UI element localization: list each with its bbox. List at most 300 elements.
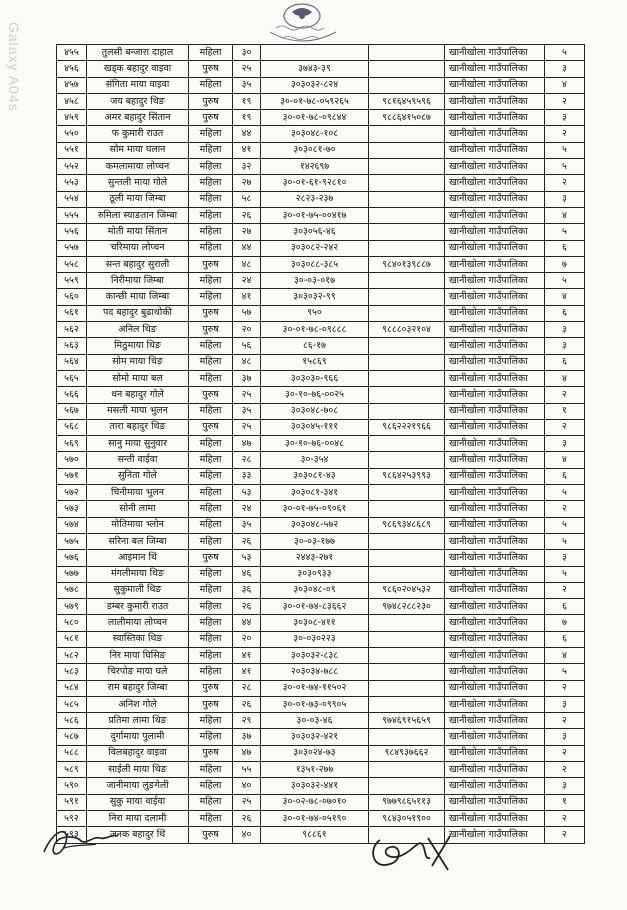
table-row: [57, 305, 585, 321]
citizenship-no-cell: ३०३०८२-२४२: [261, 240, 369, 256]
ward-cell: ३: [545, 338, 585, 354]
age-cell: ३५: [233, 517, 261, 533]
citizenship-no-cell: २०३०३४-७८८: [261, 664, 369, 680]
serial-cell: ४५९: [57, 110, 87, 126]
age-cell: १९: [233, 93, 261, 109]
ward-cell: ६: [545, 468, 585, 484]
table-row: [57, 191, 585, 207]
serial-cell: ४५५: [57, 45, 87, 61]
municipality-cell: खानीखोला गाउँपालिका: [445, 582, 545, 598]
phone-cell: [369, 729, 445, 745]
municipality-cell: खानीखोला गाउँपालिका: [445, 566, 545, 582]
municipality-cell: खानीखोला गाउँपालिका: [445, 599, 545, 615]
phone-cell: [369, 778, 445, 794]
phone-cell: [369, 664, 445, 680]
phone-cell: [369, 436, 445, 452]
serial-cell: ५५५: [57, 207, 87, 223]
name-cell: सन्त बहादुर सुराली: [87, 256, 189, 272]
serial-cell: ५८०: [57, 615, 87, 631]
citizenship-no-cell: ३०३०८१-७०: [261, 142, 369, 158]
table-row: [57, 517, 585, 533]
municipality-cell: खानीखोला गाउँपालिका: [445, 501, 545, 517]
phone-cell: [369, 485, 445, 501]
gender-cell: महिला: [189, 452, 233, 468]
municipality-cell: खानीखोला गाउँपालिका: [445, 403, 545, 419]
gender-cell: महिला: [189, 631, 233, 647]
age-cell: ३७: [233, 729, 261, 745]
municipality-cell: खानीखोला गाउँपालिका: [445, 713, 545, 729]
ward-cell: ५: [545, 566, 585, 582]
age-cell: ४१: [233, 647, 261, 663]
serial-cell: ५५३: [57, 175, 87, 191]
name-cell: मिठुमाया थिङ: [87, 338, 189, 354]
ward-cell: २: [545, 175, 585, 191]
table-row: [57, 338, 585, 354]
age-cell: ३२: [233, 159, 261, 175]
ward-cell: ४: [545, 77, 585, 93]
citizenship-no-cell: ३०३०३२-४४१: [261, 778, 369, 794]
municipality-cell: खानीखोला गाउँपालिका: [445, 45, 545, 61]
ward-cell: ७: [545, 615, 585, 631]
citizenship-no-cell: ३०-०१-७८-०९८८८: [261, 322, 369, 338]
ward-cell: २: [545, 713, 585, 729]
gender-cell: महिला: [189, 240, 233, 256]
citizenship-no-cell: ३०३०२४-७३: [261, 745, 369, 761]
gender-cell: महिला: [189, 289, 233, 305]
ward-cell: २: [545, 680, 585, 696]
gender-cell: महिला: [189, 615, 233, 631]
gender-cell: महिला: [189, 370, 233, 386]
phone-cell: ९८६२२२१९६६: [369, 419, 445, 435]
age-cell: २८: [233, 680, 261, 696]
table-body: [57, 45, 585, 844]
age-cell: ३३: [233, 468, 261, 484]
serial-cell: ५८६: [57, 713, 87, 729]
serial-cell: ५७२: [57, 485, 87, 501]
citizenship-no-cell: ३०-१०-७६-००४८: [261, 436, 369, 452]
table-row: [57, 794, 585, 810]
phone-cell: [369, 501, 445, 517]
ward-cell: ३: [545, 322, 585, 338]
gender-cell: पुरुष: [189, 745, 233, 761]
citizenship-no-cell: ३०-०३०२२३: [261, 631, 369, 647]
citizenship-no-cell: ३०-०१-७४-०५१९०: [261, 810, 369, 826]
gender-cell: महिला: [189, 533, 233, 549]
table-row: [57, 240, 585, 256]
gender-cell: महिला: [189, 778, 233, 794]
age-cell: ५३: [233, 550, 261, 566]
municipality-cell: खानीखोला गाउँपालिका: [445, 61, 545, 77]
serial-cell: ४५७: [57, 77, 87, 93]
gender-cell: महिला: [189, 273, 233, 289]
age-cell: ४७: [233, 436, 261, 452]
age-cell: २५: [233, 387, 261, 403]
age-cell: २०: [233, 322, 261, 338]
phone-cell: [369, 159, 445, 175]
table-row: [57, 599, 585, 615]
citizenship-no-cell: ३०-०३-०१७: [261, 273, 369, 289]
age-cell: २६: [233, 599, 261, 615]
serial-cell: ५७४: [57, 517, 87, 533]
age-cell: २७: [233, 224, 261, 240]
age-cell: ३५: [233, 403, 261, 419]
table-row: [57, 289, 585, 305]
ward-cell: २: [545, 501, 585, 517]
name-cell: सुकुमाली थिङ: [87, 582, 189, 598]
gender-cell: महिला: [189, 517, 233, 533]
table-row: [57, 370, 585, 386]
municipality-cell: खानीखोला गाउँपालिका: [445, 159, 545, 175]
ward-cell: ३: [545, 61, 585, 77]
municipality-cell: खानीखोला गाउँपालिका: [445, 810, 545, 826]
name-cell: अनिश गोले: [87, 696, 189, 712]
citizenship-no-cell: ३०३०३२-४२१: [261, 729, 369, 745]
municipality-cell: खानीखोला गाउँपालिका: [445, 338, 545, 354]
age-cell: २५: [233, 419, 261, 435]
citizenship-no-cell: १४२६९७: [261, 159, 369, 175]
age-cell: ४७: [233, 745, 261, 761]
phone-cell: [369, 207, 445, 223]
phone-cell: [369, 452, 445, 468]
municipality-cell: खानीखोला गाउँपालिका: [445, 126, 545, 142]
gender-cell: महिला: [189, 45, 233, 61]
table-row: [57, 533, 585, 549]
name-cell: चिरपोङ माया घले: [87, 664, 189, 680]
municipality-cell: खानीखोला गाउँपालिका: [445, 533, 545, 549]
municipality-cell: खानीखोला गाउँपालिका: [445, 273, 545, 289]
age-cell: ३५: [233, 77, 261, 93]
age-cell: ४८: [233, 354, 261, 370]
gender-cell: महिला: [189, 207, 233, 223]
ward-cell: ४: [545, 207, 585, 223]
citizenship-no-cell: ३०३०४८-०९: [261, 582, 369, 598]
table-row: [57, 485, 585, 501]
phone-cell: [369, 550, 445, 566]
ward-cell: ३: [545, 110, 585, 126]
age-cell: २५: [233, 61, 261, 77]
table-row: [57, 827, 585, 843]
phone-cell: [369, 273, 445, 289]
age-cell: ५७: [233, 305, 261, 321]
citizenship-no-cell: ३०३०८१-४३: [261, 468, 369, 484]
phone-cell: [369, 354, 445, 370]
ward-cell: २: [545, 126, 585, 142]
serial-cell: ५८१: [57, 631, 87, 647]
gender-cell: पुरुष: [189, 61, 233, 77]
table-row: [57, 762, 585, 778]
table-row: [57, 582, 585, 598]
serial-cell: ५५४: [57, 191, 87, 207]
municipality-cell: खानीखोला गाउँपालिका: [445, 794, 545, 810]
name-cell: फ कुमारी राउत: [87, 126, 189, 142]
signature-right: [366, 820, 466, 880]
citizenship-no-cell: ३०३०३२-८३८: [261, 647, 369, 663]
phone-cell: [369, 45, 445, 61]
phone-cell: ९७४६९१५६५९: [369, 713, 445, 729]
name-cell: पद बहादुर बुढाथोकी: [87, 305, 189, 321]
phone-cell: ९८८६४१५०८७: [369, 110, 445, 126]
table-row: [57, 631, 585, 647]
ward-cell: ३: [545, 778, 585, 794]
ward-cell: २: [545, 93, 585, 109]
age-cell: ५५: [233, 762, 261, 778]
name-cell: सुन्तली माया गोले: [87, 175, 189, 191]
age-cell: ५८: [233, 191, 261, 207]
age-cell: २०: [233, 631, 261, 647]
serial-cell: ५९३: [57, 827, 87, 843]
phone-cell: ९८६०२०४५३२: [369, 582, 445, 598]
citizenship-no-cell: ३०-३५४: [261, 452, 369, 468]
gender-cell: पुरुष: [189, 387, 233, 403]
citizenship-no-cell: १५८६९: [261, 354, 369, 370]
serial-cell: ५६४: [57, 354, 87, 370]
table-row: [57, 647, 585, 663]
name-cell: सानु माया सुनुवार: [87, 436, 189, 452]
name-cell: सरिना बल जिम्बा: [87, 533, 189, 549]
name-cell: विलबहादुर वाइवा: [87, 745, 189, 761]
phone-cell: ९७७९८६५११३: [369, 794, 445, 810]
table-row: [57, 419, 585, 435]
municipality-cell: खानीखोला गाउँपालिका: [445, 550, 545, 566]
ward-cell: ५: [545, 485, 585, 501]
serial-cell: ५७७: [57, 566, 87, 582]
serial-cell: ५६१: [57, 305, 87, 321]
name-cell: कमलामाया लोप्चन: [87, 159, 189, 175]
serial-cell: ५९०: [57, 778, 87, 794]
municipality-cell: खानीखोला गाउँपालिका: [445, 762, 545, 778]
name-cell: सोनी लामा: [87, 501, 189, 517]
citizenship-no-cell: ३०-०३-४६: [261, 713, 369, 729]
serial-cell: ५७५: [57, 533, 87, 549]
serial-cell: ५७३: [57, 501, 87, 517]
table-row: [57, 256, 585, 272]
gender-cell: महिला: [189, 647, 233, 663]
ward-cell: ६: [545, 354, 585, 370]
table-row: [57, 387, 585, 403]
ward-cell: २: [545, 762, 585, 778]
age-cell: २९: [233, 713, 261, 729]
name-cell: संगिता माया वाइवा: [87, 77, 189, 93]
age-cell: ३६: [233, 582, 261, 598]
gender-cell: पुरुष: [189, 322, 233, 338]
serial-cell: ५७८: [57, 582, 87, 598]
age-cell: २७: [233, 175, 261, 191]
ward-cell: ५: [545, 533, 585, 549]
ward-cell: ५: [545, 224, 585, 240]
table-row: [57, 550, 585, 566]
phone-cell: ९८६४२५३९९३: [369, 468, 445, 484]
serial-cell: ५८३: [57, 664, 87, 680]
name-cell: मंगलीमाया थिङ: [87, 566, 189, 582]
gender-cell: महिला: [189, 354, 233, 370]
serial-cell: ५८९: [57, 762, 87, 778]
citizenship-no-cell: ३७४३-३९: [261, 61, 369, 77]
table-row: [57, 93, 585, 109]
citizenship-no-cell: १३५१-२७७: [261, 762, 369, 778]
table-row: [57, 207, 585, 223]
age-cell: ४१: [233, 289, 261, 305]
serial-cell: ५८८: [57, 745, 87, 761]
municipality-cell: खानीखोला गाउँपालिका: [445, 729, 545, 745]
citizenship-no-cell: ३०३०४८-७०८: [261, 403, 369, 419]
name-cell: प्रतिमा लामा थिङ: [87, 713, 189, 729]
table-row: [57, 468, 585, 484]
serial-cell: ५६७: [57, 403, 87, 419]
citizenship-no-cell: ३०३०३२-९९: [261, 289, 369, 305]
serial-cell: ५६९: [57, 436, 87, 452]
age-cell: २६: [233, 810, 261, 826]
serial-cell: ५६२: [57, 322, 87, 338]
table-row: [57, 680, 585, 696]
table-row: [57, 142, 585, 158]
age-cell: १९: [233, 110, 261, 126]
serial-cell: ४५६: [57, 61, 87, 77]
municipality-cell: खानीखोला गाउँपालिका: [445, 77, 545, 93]
gender-cell: महिला: [189, 468, 233, 484]
municipality-cell: खानीखोला गाउँपालिका: [445, 419, 545, 435]
table-row: [57, 778, 585, 794]
ward-cell: ३: [545, 696, 585, 712]
table-row: [57, 175, 585, 191]
age-cell: ४८: [233, 256, 261, 272]
gender-cell: महिला: [189, 501, 233, 517]
serial-cell: ५५१: [57, 142, 87, 158]
ward-cell: २: [545, 745, 585, 761]
gender-cell: महिला: [189, 126, 233, 142]
age-cell: ४०: [233, 778, 261, 794]
citizenship-no-cell: ३०-०१-७८-०५९२६५: [261, 93, 369, 109]
phone-cell: [369, 387, 445, 403]
serial-cell: ५६६: [57, 387, 87, 403]
name-cell: मोतिमाया भ्लोन: [87, 517, 189, 533]
municipality-cell: खानीखोला गाउँपालिका: [445, 664, 545, 680]
phone-cell: [369, 240, 445, 256]
name-cell: तुलसी बन्जारा दाहाल: [87, 45, 189, 61]
ward-cell: ४: [545, 289, 585, 305]
gender-cell: महिला: [189, 77, 233, 93]
gender-cell: महिला: [189, 159, 233, 175]
ward-cell: २: [545, 387, 585, 403]
phone-cell: [369, 631, 445, 647]
municipality-cell: खानीखोला गाउँपालिका: [445, 354, 545, 370]
citizenship-no-cell: ३०३०८८-३८५: [261, 256, 369, 272]
name-cell: सोम माया घलान: [87, 142, 189, 158]
serial-cell: ५६५: [57, 370, 87, 386]
name-cell: जय बहादुर थिङ: [87, 93, 189, 109]
serial-cell: ५७६: [57, 550, 87, 566]
phone-cell: [369, 338, 445, 354]
phone-cell: [369, 126, 445, 142]
citizenship-no-cell: ३०३०५६-४६: [261, 224, 369, 240]
phone-cell: ९८६९३४८६८९: [369, 517, 445, 533]
citizenship-no-cell: ३०३०४८-५७२: [261, 517, 369, 533]
municipality-cell: खानीखोला गाउँपालिका: [445, 370, 545, 386]
phone-cell: ९८४९३७६६२: [369, 745, 445, 761]
name-cell: सोमो माया बल: [87, 370, 189, 386]
name-cell: खड्क बहादुर वाइवा: [87, 61, 189, 77]
age-cell: २५: [233, 794, 261, 810]
name-cell: अमर बहादुर सिंतान: [87, 110, 189, 126]
table-row: [57, 713, 585, 729]
gender-cell: महिला: [189, 485, 233, 501]
gender-cell: पुरुष: [189, 680, 233, 696]
gender-cell: महिला: [189, 403, 233, 419]
table-row: [57, 403, 585, 419]
municipality-cell: खानीखोला गाउँपालिका: [445, 452, 545, 468]
gender-cell: महिला: [189, 664, 233, 680]
ward-cell: ६: [545, 305, 585, 321]
name-cell: सुनिता गोले: [87, 468, 189, 484]
municipality-cell: खानीखोला गाउँपालिका: [445, 322, 545, 338]
phone-cell: [369, 696, 445, 712]
gender-cell: महिला: [189, 338, 233, 354]
name-cell: तारा बहादुर थिङ: [87, 419, 189, 435]
phone-cell: [369, 191, 445, 207]
name-cell: निर माया घिसिङ: [87, 647, 189, 663]
serial-cell: ५५८: [57, 256, 87, 272]
citizenship-no-cell: ३०-०१-७३-०९९०५: [261, 696, 369, 712]
municipality-cell: खानीखोला गाउँपालिका: [445, 615, 545, 631]
citizenship-no-cell: ३०३०३०-९६६: [261, 370, 369, 386]
gender-cell: पुरुष: [189, 93, 233, 109]
phone-cell: [369, 142, 445, 158]
municipality-cell: खानीखोला गाउँपालिका: [445, 175, 545, 191]
phone-cell: ९७४८२८८२३०: [369, 599, 445, 615]
gender-cell: महिला: [189, 582, 233, 598]
age-cell: ४४: [233, 240, 261, 256]
citizenship-no-cell: २८२३-२३७: [261, 191, 369, 207]
serial-cell: ५९१: [57, 794, 87, 810]
phone-cell: ९८८८०३२१०४: [369, 322, 445, 338]
name-cell: डम्बर कुमारी राउत: [87, 599, 189, 615]
gender-cell: पुरुष: [189, 696, 233, 712]
age-cell: २६: [233, 207, 261, 223]
age-cell: ३०: [233, 45, 261, 61]
name-cell: दुर्गामाया पुलामी: [87, 729, 189, 745]
age-cell: ५६: [233, 338, 261, 354]
table-row: [57, 110, 585, 126]
name-cell: धन बहादुर गोले: [87, 387, 189, 403]
gender-cell: महिला: [189, 599, 233, 615]
municipality-cell: खानीखोला गाउँपालिका: [445, 110, 545, 126]
ward-cell: ४: [545, 370, 585, 386]
phone-cell: [369, 175, 445, 191]
gender-cell: महिला: [189, 794, 233, 810]
ward-cell: ५: [545, 273, 585, 289]
ward-cell: ४: [545, 647, 585, 663]
phone-cell: [369, 762, 445, 778]
gender-cell: महिला: [189, 713, 233, 729]
serial-cell: ५६०: [57, 289, 87, 305]
municipality-cell: खानीखोला गाउँपालिका: [445, 517, 545, 533]
municipality-cell: खानीखोला गाउँपालिका: [445, 631, 545, 647]
age-cell: २४: [233, 501, 261, 517]
municipality-cell: खानीखोला गाउँपालिका: [445, 93, 545, 109]
serial-cell: ५५६: [57, 224, 87, 240]
name-cell: स्वास्तिका थिङ: [87, 631, 189, 647]
name-cell: निरा माया दलामी: [87, 810, 189, 826]
table-row: [57, 45, 585, 61]
citizenship-no-cell: ३०-०२-७८-०७०१०: [261, 794, 369, 810]
name-cell: चरिमाया लोप्चन: [87, 240, 189, 256]
serial-cell: ५८५: [57, 696, 87, 712]
municipality-cell: खानीखोला गाउँपालिका: [445, 207, 545, 223]
ward-cell: ४: [545, 452, 585, 468]
gender-cell: पुरुष: [189, 305, 233, 321]
table-row: [57, 615, 585, 631]
municipality-cell: खानीखोला गाउँपालिका: [445, 240, 545, 256]
office-seal-stamp: [262, 2, 342, 46]
